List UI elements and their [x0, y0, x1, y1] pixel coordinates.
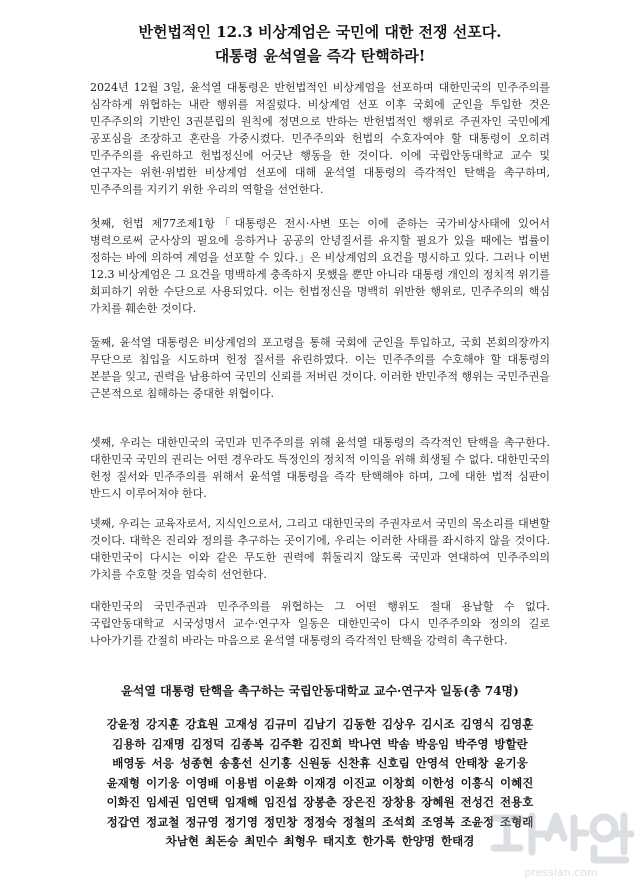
signatory-line: 정갑연 정교철 정규영 정기영 정민창 정정숙 정철의 조석희 조영복 조윤정 조형래	[106, 814, 534, 829]
signatory-line: 윤재형 이기웅 이영배 이용범 이윤화 이재경 이진교 이창희 이한성 이흥식 이혜진	[106, 775, 534, 790]
paragraph-intro: 2024년 12월 3일, 윤석열 대통령은 반헌법적인 비상계엄을 선포하며 대한민국의 민주주의를 심각하게 위협하는 내란 행위를 저질렀다. 비상계엄 선포 이후 국회에 군인을 투입한 것은 민주주의의 기반인 3권분립의 원칙에 정면으로 반하는 반헌법적인 행위로 주권자인 국민에게 공포심을 조장하고 혼란을 가중시켰다. 민주주의와 헌법의 수호자여야 할 대통령이 오히려 민주주의를 유린하고 헌법정신에 어긋난 행동을 한 것이다. 이에 국립안동대학교 교수 및 연구자는 위헌·위법한 비상계엄 선포에 대해 윤석열 대통령의 즉각적인 탄핵을 촉구하며, 민주주의를 지키기 위한 우리의 역할을 선언한다.	[90, 81, 550, 196]
title-line-2: 대통령 윤석열을 즉각 탄핵하라!	[214, 47, 426, 65]
paragraph-fourth: 넷째, 우리는 교육자로서, 지식인으로서, 그리고 대한민국의 주권자로서 국민의 목소리를 대변할 것이다. 대학은 진리와 정의를 추구하는 곳이기에, 우리는 이러한 사태를 좌시하지 않을 것이다. 대한민국이 다시는 이와 같은 무도한 권력에 휘둘리지 않도록 국민과 연대하여 민주주의의 가치를 수호할 것을 엄숙히 선언한다.	[90, 517, 550, 581]
signatory-heading: 윤석열 대통령 탄핵을 촉구하는 국립안동대학교 교수·연구자 일동(총 74명)	[121, 684, 519, 698]
paragraph-second: 둘째, 윤석열 대통령은 비상계엄의 포고령을 통해 국회에 군인을 투입하고, 국회 본회의장까지 무단으로 침입을 시도하며 헌정 질서를 유린하였다. 이는 민주주의를 수호해야 할 대통령의 본분을 잊고, 권력을 남용하여 국민의 신뢰를 저버린 것이다. 이러한 반민주적 행위는 국민주권을 근본적으로 침해하는 중대한 위협이다.	[90, 336, 550, 400]
paragraph-first: 첫째, 헌법 제77조제1항「대통령은 전시·사변 또는 이에 준하는 국가비상사태에 있어서 병력으로써 군사상의 필요에 응하거나 공공의 안녕질서를 유지할 필요가 있을 때에는 법률이 정하는 바에 의하여 계엄을 선포할 수 있다.」은 비상계엄의 요건을 명시하고 있다. 그러나 이번 12.3 비상계엄은 그 요건을 명백하게 충족하지 못했을 뿐만 아니라 대통령 개인의 정치적 위기를 회피하기 위한 수단으로 사용되었다. 이는 헌법정신을 명백히 위반한 행위로, 민주주의의 핵심 가치를 훼손한 것이다.	[90, 217, 550, 315]
signatory-line: 이화진 임세권 임연택 임재해 임진섭 장봉춘 장은진 장창용 장혜원 전성건 전용호	[106, 795, 534, 809]
signatory-line: 강윤정 강지훈 강효원 고재성 김규미 김남기 김동한 김상우 김시조 김영식 김영훈	[106, 717, 534, 731]
title-line-1: 반헌법적인 12.3 비상계엄은 국민에 대한 전쟁 선포다.	[138, 23, 502, 41]
paragraph-third: 셋째, 우리는 대한민국의 국민과 민주주의를 위해 윤석열 대통령의 즉각적인 탄핵을 촉구한다. 대한민국 국민의 권리는 어떤 경우라도 특정인의 정치적 이익을 위해 희생될 수 없다. 대한민국의 헌정 질서와 민주주의를 위해서 윤석열 대통령을 즉각 탄핵해야 하며, 그에 대한 법적 심판이 반드시 이루어져야 한다.	[90, 436, 550, 500]
signatory-line: 차남현 최돈승 최민수 최형우 태지호 한가록 한양명 한태경	[165, 834, 475, 848]
document-title	[60, 20, 580, 68]
watermark-domain: pressian.com	[524, 866, 598, 879]
signatory-list	[88, 715, 552, 852]
paragraph-conclusion: 대한민국의 국민주권과 민주주의를 위협하는 그 어떤 행위도 절대 용납할 수 없다. 국립안동대학교 시국성명서 교수·연구자 일동은 대한민국이 다시 민주주의와 정의의 길로 나아가기를 간절히 바라는 마음으로 윤석열 대통령의 즉각적인 탄핵을 강력히 촉구한다.	[90, 600, 550, 647]
signatory-line: 배영동 서응 성종현 송홍선 신기홍 신원동 신찬휴 신호림 안영석 안태창 윤기웅	[112, 756, 528, 770]
signatory-line: 김용하 김재명 김정덕 김종복 김주환 김진희 박나연 박솜 박응임 박주영 방할란	[112, 736, 528, 751]
